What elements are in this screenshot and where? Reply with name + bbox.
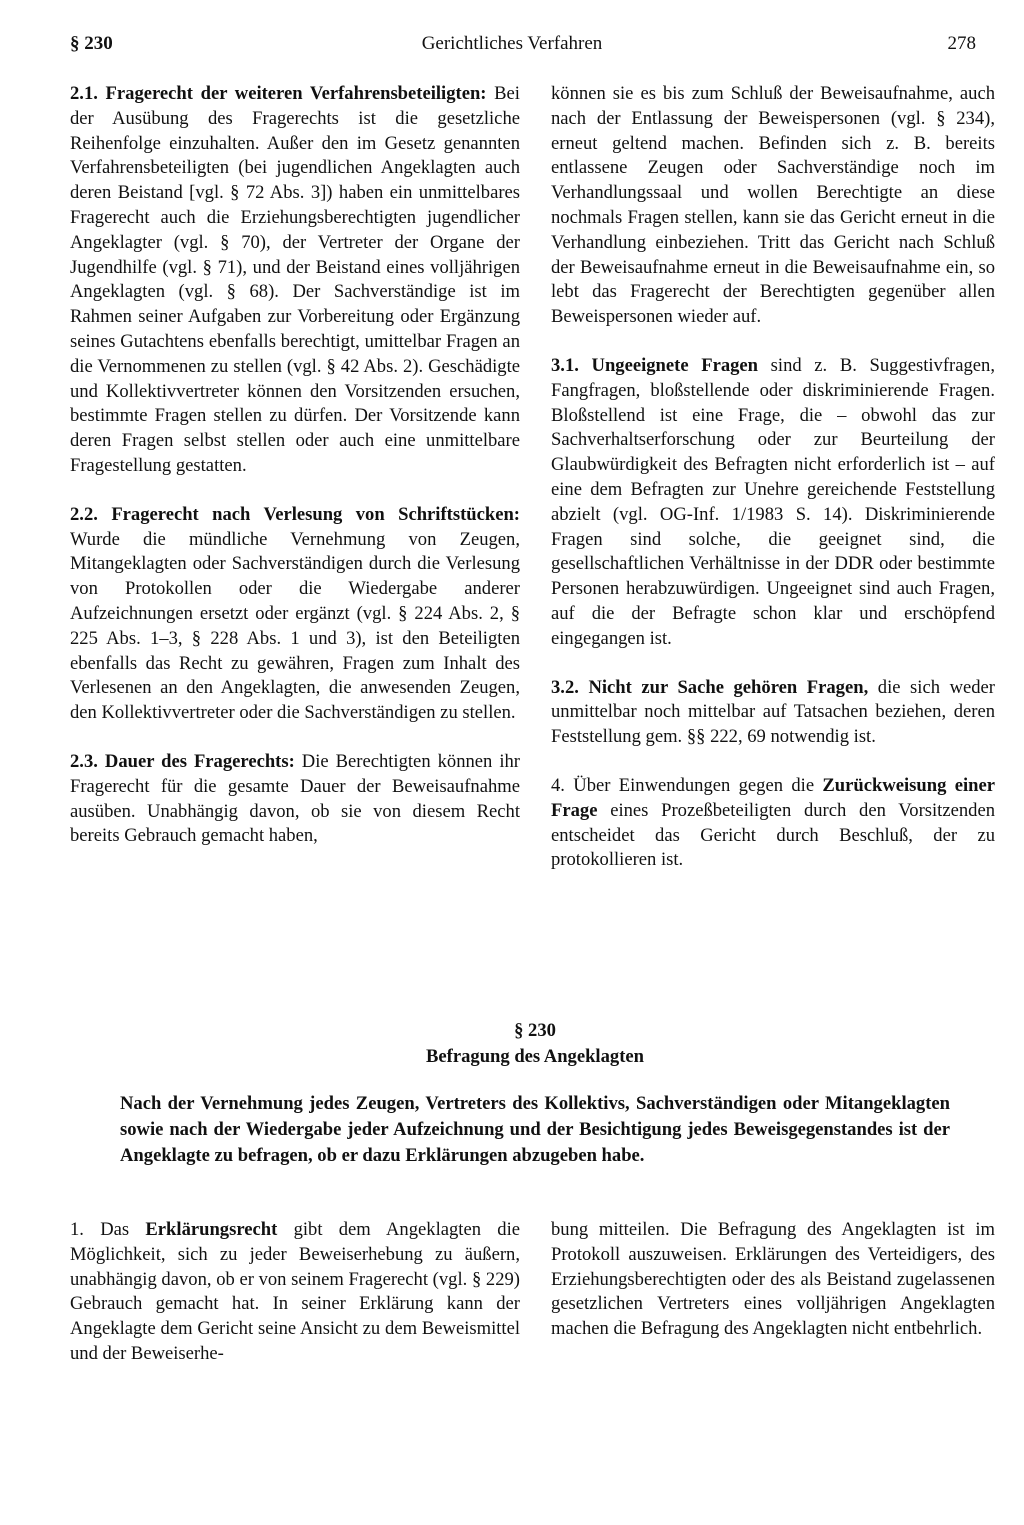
section-number: § 230 — [514, 1020, 556, 1041]
running-header-title: Gerichtliches Verfahren — [421, 33, 603, 54]
paragraph-pre: 4. Über Einwendungen gegen die — [551, 774, 823, 796]
running-header-section: § 230 — [70, 33, 113, 54]
paragraph-3-1 — [551, 354, 995, 652]
paragraph-text: bung mitteilen. Die Befragung des Angeklagten ist im Protokoll auszuweisen. Erklärungen des Verteidigers, des Erziehungsberechtigten oder des als Beistand zugelassenen gesetzlichen Vertreters eines volljährigen Angeklagten machen die Befragung des Angeklagten nicht entbehrlich. — [551, 1219, 995, 1340]
paragraph-2-1 — [70, 82, 520, 479]
paragraph-text: gibt dem Angeklagten die Möglichkeit, sich zu jeder Beweiserhebung zu äußern, unabhängig davon, ob er von seinem Fragerecht (vgl. § 229) Gebrauch gemacht hat. In seiner Erklärung kann der Angeklagte dem Gericht seine Ansicht zu dem Beweismittel und der Beweiserhe- — [70, 1219, 520, 1364]
page-number: 278 — [947, 33, 976, 54]
lower-right-column — [551, 1218, 995, 1342]
paragraph-lead: 3.1. Ungeeignete Fragen — [551, 354, 759, 376]
paragraph-text: können sie es bis zum Schluß der Beweisaufnahme, auch nach der Entlassung der Beweispersonen (vgl. § 234), erneut geltend machen. Befinden sich z. B. bereits entlassene Zeugen oder Sachverständige noch im Verhandlungssaal und wollen Berechtigte an diese nochmals Fragen stellen, kann sie das Gericht erneut in die Verhandlung einbeziehen. Tritt das Gericht nach Schluß der Beweisaufnahme erneut in die Beweisaufnahme ein, so lebt das Fragerecht der Berechtigten gegenüber allen Beweispersonen wieder auf. — [551, 83, 995, 328]
lower-left-column — [70, 1218, 520, 1367]
paragraph-lead: 3.2. Nicht zur Sache gehören Fragen, — [551, 676, 869, 698]
paragraph-lead: Zurückweisung einer Frage — [551, 774, 995, 821]
upper-right-column — [551, 82, 995, 873]
paragraph-continuation — [551, 1218, 995, 1342]
paragraph-text: sind z. B. Suggestivfragen, Fangfragen, bloßstellende oder diskriminierende Fragen. Bloßstellend ist eine Frage, die – obwohl das zur Sachverhaltserforschung oder zur Beurteilung der Glaubwürdigkeit des Befragten nicht erforderlich ist – auf eine dem Befragten zur Unehre gereichende Feststellung abzielt (vgl. OG-Inf. 1/1983 S. 14). Diskriminierende Fragen sind solche, die geeignet sind, die gesellschaftlichen Verhältnisse in der DDR oder bestimmte Personen herabzuwürdigen. Ungeeignet sind auch Fragen, auf die der Befragte schon klar und erschöpfend eingegangen ist. — [551, 354, 995, 649]
section-title: Befragung des Angeklagten — [426, 1046, 644, 1067]
paragraph-text: die sich weder unmittelbar noch mittelbar auf Tatsachen beziehen, deren Feststellung gem. §§ 222, 69 notwendig ist. — [551, 676, 995, 748]
paragraph-2-3 — [70, 750, 520, 849]
paragraph-lead: 2.2. Fragerecht nach Verlesung von Schriftstücken: — [70, 503, 520, 525]
paragraph-3-2 — [551, 676, 995, 750]
upper-left-column — [70, 82, 520, 849]
paragraph-lead: 2.1. Fragerecht der weiteren Verfahrensbeteiligten: — [70, 83, 487, 104]
paragraph-text: eines Prozeßbeteiligten durch den Vorsitzenden entscheidet das Gericht durch Beschluß, der zu protokollieren ist. — [551, 799, 995, 871]
paragraph-text: Bei der Ausübung des Fragerechts ist die gesetzliche Reihenfolge einzuhalten. Außer den im Gesetz genannten Verfahrensbeteiligten (bei jugendlichen Angeklagten auch deren Beistand [vgl. § 72 Abs. 3]) haben ein unmittelbares Fragerecht auch die Erziehungsberechtigten jugendlicher Angeklagter (vgl. § 70), der Vertreter der Organe der Jugendhilfe (vgl. § 71), und der Beistand eines volljährigen Angeklagten (vgl. § 68). Der Sachverständige ist im Rahmen seiner Aufgaben zur Vorbereitung oder Ergänzung seines Gutachtens ebenfalls berechtigt, umittelbar Fragen an die Vernommenen zu stellen (vgl. § 42 Abs. 2). Geschädigte und Kollektivvertreter können den Vorsitzenden ersuchen, bestimmte Fragen stellen zu dürfen. Der Vorsitzende kann deren Fragen selbst stellen oder auch eine unmittelbare Fragestellung gestatten. — [70, 83, 520, 476]
paragraph-2-2 — [70, 503, 520, 726]
paragraph-4 — [551, 774, 995, 873]
paragraph-pre: 1. Das — [70, 1219, 146, 1240]
paragraph-lead: 2.3. Dauer des Fragerechts: — [70, 750, 295, 772]
paragraph-lead: Erklärungsrecht — [145, 1219, 278, 1240]
paragraph-continuation — [551, 82, 995, 330]
law-text: Nach der Vernehmung jedes Zeugen, Vertreters des Kollektivs, Sachverständigen oder Mitangeklagten sowie nach der Wiedergabe jeder Aufzeichnung und der Besichtigung jedes Beweisgegenstandes ist der Angeklagte zu befragen, ob er dazu Erklärungen abzugeben habe. — [120, 1093, 950, 1166]
paragraph-text: Wurde die mündliche Vernehmung von Zeugen, Mitangeklagten oder Sachverständigen durch die Verlesung von Protokollen oder die Wiedergabe anderer Aufzeichnungen ersetzt oder ergänzt (vgl. § 224 Abs. 2, § 225 Abs. 1–3, § 228 Abs. 1 und 3), ist den Beteiligten ebenfalls das Recht zu gewähren, Fragen zum Inhalt des Verlesenen an den Angeklagten, die anwesenden Zeugen, den Kollektivvertreter oder die Sachverständigen zu stellen. — [70, 528, 520, 724]
paragraph-1 — [70, 1218, 520, 1367]
paragraph-text: Die Berechtigten können ihr Fragerecht für die gesamte Dauer der Beweisaufnahme ausüben. Unabhängig davon, ob sie von diesem Recht bereits Gebrauch gemacht haben, — [70, 750, 520, 847]
